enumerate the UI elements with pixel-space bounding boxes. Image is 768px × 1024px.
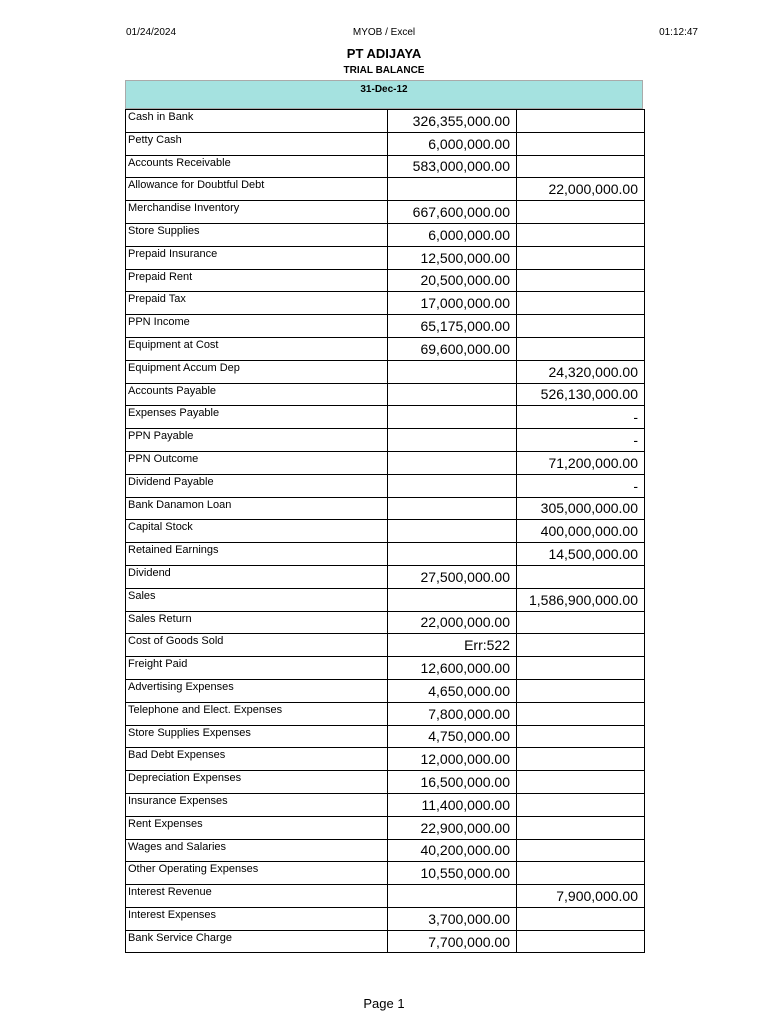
- table-row: [126, 634, 645, 657]
- debit-cell: [388, 520, 517, 543]
- credit-cell: [517, 246, 645, 269]
- account-name-cell: Prepaid Tax: [126, 292, 388, 315]
- credit-cell: [517, 907, 645, 930]
- account-name-cell: Bad Debt Expenses: [126, 748, 388, 771]
- credit-cell: [517, 930, 645, 953]
- credit-cell: 7,900,000.00: [517, 885, 645, 908]
- account-name-cell: Bank Service Charge: [126, 930, 388, 953]
- debit-cell: 20,500,000.00: [388, 269, 517, 292]
- account-name-cell: Interest Expenses: [126, 907, 388, 930]
- account-name-cell: Cost of Goods Sold: [126, 634, 388, 657]
- debit-cell: [388, 451, 517, 474]
- debit-cell: 326,355,000.00: [388, 110, 517, 133]
- table-row: [126, 429, 645, 452]
- table-row: [126, 315, 645, 338]
- table-row: [126, 223, 645, 246]
- credit-cell: [517, 201, 645, 224]
- debit-cell: 3,700,000.00: [388, 907, 517, 930]
- credit-cell: [517, 634, 645, 657]
- account-name-cell: Expenses Payable: [126, 406, 388, 429]
- credit-cell: 526,130,000.00: [517, 383, 645, 406]
- credit-cell: [517, 793, 645, 816]
- account-name-cell: Dividend Payable: [126, 474, 388, 497]
- table-row: [126, 178, 645, 201]
- credit-cell: [517, 315, 645, 338]
- table-row: [126, 885, 645, 908]
- debit-cell: 12,600,000.00: [388, 657, 517, 680]
- account-name-cell: Advertising Expenses: [126, 679, 388, 702]
- table-row: [126, 497, 645, 520]
- credit-cell: [517, 657, 645, 680]
- credit-cell: 71,200,000.00: [517, 451, 645, 474]
- debit-cell: 40,200,000.00: [388, 839, 517, 862]
- table-row: [126, 839, 645, 862]
- account-name-cell: Dividend: [126, 565, 388, 588]
- credit-cell: [517, 132, 645, 155]
- account-name-cell: Insurance Expenses: [126, 793, 388, 816]
- account-name-cell: Rent Expenses: [126, 816, 388, 839]
- credit-cell: [517, 110, 645, 133]
- debit-cell: 6,000,000.00: [388, 132, 517, 155]
- debit-cell: 4,650,000.00: [388, 679, 517, 702]
- print-time: 01:12:47: [659, 27, 698, 38]
- credit-cell: [517, 771, 645, 794]
- debit-cell: [388, 429, 517, 452]
- print-date: 01/24/2024: [126, 27, 177, 38]
- table-row: [126, 725, 645, 748]
- debit-cell: [388, 543, 517, 566]
- debit-cell: 22,000,000.00: [388, 611, 517, 634]
- table-row: [126, 360, 645, 383]
- debit-cell: [388, 383, 517, 406]
- table-row: [126, 907, 645, 930]
- company-name: PT ADIJAYA: [346, 46, 422, 61]
- credit-cell: [517, 748, 645, 771]
- debit-cell: 27,500,000.00: [388, 565, 517, 588]
- account-name-cell: PPN Income: [126, 315, 388, 338]
- account-name-cell: Merchandise Inventory: [126, 201, 388, 224]
- table-row: [126, 588, 645, 611]
- table-row: [126, 406, 645, 429]
- debit-cell: 69,600,000.00: [388, 337, 517, 360]
- print-header: [0, 27, 768, 39]
- period-header-band: [125, 80, 643, 109]
- table-row: [126, 862, 645, 885]
- account-name-cell: Other Operating Expenses: [126, 862, 388, 885]
- table-row: [126, 657, 645, 680]
- credit-cell: 400,000,000.00: [517, 520, 645, 543]
- debit-cell: 10,550,000.00: [388, 862, 517, 885]
- credit-cell: -: [517, 474, 645, 497]
- period-date: 31-Dec-12: [360, 84, 408, 95]
- account-name-cell: PPN Payable: [126, 429, 388, 452]
- credit-cell: [517, 839, 645, 862]
- debit-cell: 12,000,000.00: [388, 748, 517, 771]
- credit-cell: [517, 862, 645, 885]
- account-name-cell: Petty Cash: [126, 132, 388, 155]
- debit-cell: 7,800,000.00: [388, 702, 517, 725]
- account-name-cell: Depreciation Expenses: [126, 771, 388, 794]
- credit-cell: [517, 337, 645, 360]
- account-name-cell: Interest Revenue: [126, 885, 388, 908]
- credit-cell: 305,000,000.00: [517, 497, 645, 520]
- debit-cell: [388, 406, 517, 429]
- debit-cell: [388, 360, 517, 383]
- table-row: [126, 771, 645, 794]
- account-name-cell: Wages and Salaries: [126, 839, 388, 862]
- table-row: [126, 930, 645, 953]
- credit-cell: [517, 223, 645, 246]
- credit-cell: -: [517, 429, 645, 452]
- debit-cell: 6,000,000.00: [388, 223, 517, 246]
- credit-cell: 22,000,000.00: [517, 178, 645, 201]
- credit-cell: [517, 565, 645, 588]
- debit-cell: [388, 497, 517, 520]
- table-row: [126, 748, 645, 771]
- table-row: [126, 520, 645, 543]
- debit-cell: 7,700,000.00: [388, 930, 517, 953]
- debit-cell: 22,900,000.00: [388, 816, 517, 839]
- account-name-cell: Sales: [126, 588, 388, 611]
- account-name-cell: Telephone and Elect. Expenses: [126, 702, 388, 725]
- table-row: [126, 383, 645, 406]
- report-title: TRIAL BALANCE: [343, 65, 425, 76]
- debit-cell: 11,400,000.00: [388, 793, 517, 816]
- debit-cell: [388, 178, 517, 201]
- table-row: [126, 292, 645, 315]
- account-name-cell: Bank Danamon Loan: [126, 497, 388, 520]
- table-row: [126, 474, 645, 497]
- account-name-cell: Equipment Accum Dep: [126, 360, 388, 383]
- table-row: [126, 155, 645, 178]
- debit-cell: 12,500,000.00: [388, 246, 517, 269]
- account-name-cell: Equipment at Cost: [126, 337, 388, 360]
- table-row: [126, 269, 645, 292]
- debit-cell: 4,750,000.00: [388, 725, 517, 748]
- debit-cell: 65,175,000.00: [388, 315, 517, 338]
- table-row: [126, 793, 645, 816]
- credit-cell: -: [517, 406, 645, 429]
- table-row: [126, 201, 645, 224]
- account-name-cell: Accounts Receivable: [126, 155, 388, 178]
- account-name-cell: Accounts Payable: [126, 383, 388, 406]
- credit-cell: [517, 816, 645, 839]
- account-name-cell: Store Supplies: [126, 223, 388, 246]
- credit-cell: 14,500,000.00: [517, 543, 645, 566]
- debit-cell: [388, 588, 517, 611]
- credit-cell: [517, 725, 645, 748]
- account-name-cell: Freight Paid: [126, 657, 388, 680]
- table-row: [126, 611, 645, 634]
- debit-cell: 16,500,000.00: [388, 771, 517, 794]
- account-name-cell: Sales Return: [126, 611, 388, 634]
- credit-cell: [517, 702, 645, 725]
- table-row: [126, 543, 645, 566]
- debit-cell: 17,000,000.00: [388, 292, 517, 315]
- table-row: [126, 565, 645, 588]
- account-name-cell: Cash in Bank: [126, 110, 388, 133]
- table-row: [126, 816, 645, 839]
- credit-cell: [517, 292, 645, 315]
- table-row: [126, 110, 645, 133]
- credit-cell: 24,320,000.00: [517, 360, 645, 383]
- account-name-cell: Allowance for Doubtful Debt: [126, 178, 388, 201]
- trial-balance-body: [126, 110, 645, 953]
- debit-cell: 583,000,000.00: [388, 155, 517, 178]
- account-name-cell: PPN Outcome: [126, 451, 388, 474]
- table-row: [126, 132, 645, 155]
- table-row: [126, 702, 645, 725]
- credit-cell: [517, 679, 645, 702]
- credit-cell: [517, 269, 645, 292]
- account-name-cell: Prepaid Rent: [126, 269, 388, 292]
- credit-cell: [517, 155, 645, 178]
- account-name-cell: Capital Stock: [126, 520, 388, 543]
- debit-cell: [388, 885, 517, 908]
- table-row: [126, 337, 645, 360]
- print-app-name: MYOB / Excel: [352, 27, 416, 38]
- trial-balance-table: [125, 109, 645, 953]
- account-name-cell: Retained Earnings: [126, 543, 388, 566]
- page-number: Page 1: [363, 996, 405, 1011]
- table-row: [126, 246, 645, 269]
- account-name-cell: Prepaid Insurance: [126, 246, 388, 269]
- debit-cell: 667,600,000.00: [388, 201, 517, 224]
- credit-cell: 1,586,900,000.00: [517, 588, 645, 611]
- debit-cell: Err:522: [388, 634, 517, 657]
- credit-cell: [517, 611, 645, 634]
- table-row: [126, 451, 645, 474]
- debit-cell: [388, 474, 517, 497]
- account-name-cell: Store Supplies Expenses: [126, 725, 388, 748]
- table-row: [126, 679, 645, 702]
